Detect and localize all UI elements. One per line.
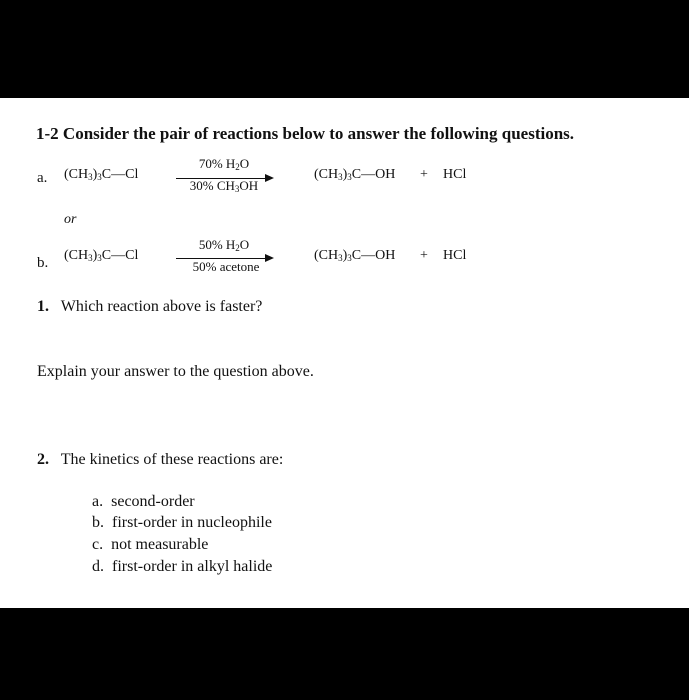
- option-d: [92, 558, 272, 576]
- question-2: [37, 451, 283, 469]
- reaction-b-reactant: $(CH_3)_3C—Cl$: [64, 248, 139, 263]
- reaction-a-condition-top: 70% $H_2O$: [198, 156, 250, 172]
- option-b-text: first-order in nucleophile: [112, 514, 272, 531]
- reaction-a-plus: +: [420, 167, 428, 182]
- option-d-text: first-order in alkyl halide: [112, 558, 273, 575]
- page-title: 1-2 Consider the pair of reactions below to answer the following questions.: [36, 124, 575, 143]
- option-a-text: second-order: [111, 493, 195, 510]
- question-2-text: The kinetics of these reactions are:: [60, 451, 284, 468]
- option-c-letter: c.: [92, 536, 104, 553]
- or-connector: or: [64, 212, 77, 227]
- reaction-b-byproduct: HCl: [443, 248, 467, 263]
- question-1: [37, 298, 262, 316]
- reaction-b-label: b.: [37, 255, 49, 271]
- reaction-a-reactant: $(CH_3)_3C—Cl$: [64, 167, 139, 182]
- reaction-a-condition-bottom: 30% $CH_3OH$: [189, 178, 259, 194]
- question-2-number: 2.: [37, 451, 49, 468]
- reaction-b-product: $(CH_3)_3C—OH$: [314, 248, 396, 263]
- reaction-a-byproduct: HCl: [443, 167, 467, 182]
- question-1-text: Which reaction above is faster?: [60, 298, 263, 315]
- reaction-b-plus: +: [420, 248, 428, 263]
- option-d-letter: d.: [92, 558, 104, 575]
- option-c-text: not measurable: [111, 536, 209, 553]
- worksheet-page: [0, 98, 689, 608]
- option-a: [92, 493, 195, 511]
- reaction-b-condition-top: 50% $H_2O$: [198, 237, 250, 253]
- reaction-b-condition-bottom: 50% acetone: [192, 259, 260, 274]
- explain-prompt: Explain your answer to the question above.: [37, 363, 314, 380]
- option-c: [92, 536, 208, 554]
- option-a-letter: a.: [92, 493, 104, 510]
- option-b-letter: b.: [92, 514, 104, 531]
- reaction-a-product: $(CH_3)_3C—OH$: [314, 167, 396, 182]
- reaction-a-label: a.: [37, 170, 48, 186]
- option-b: [92, 514, 272, 532]
- question-1-number: 1.: [37, 298, 49, 315]
